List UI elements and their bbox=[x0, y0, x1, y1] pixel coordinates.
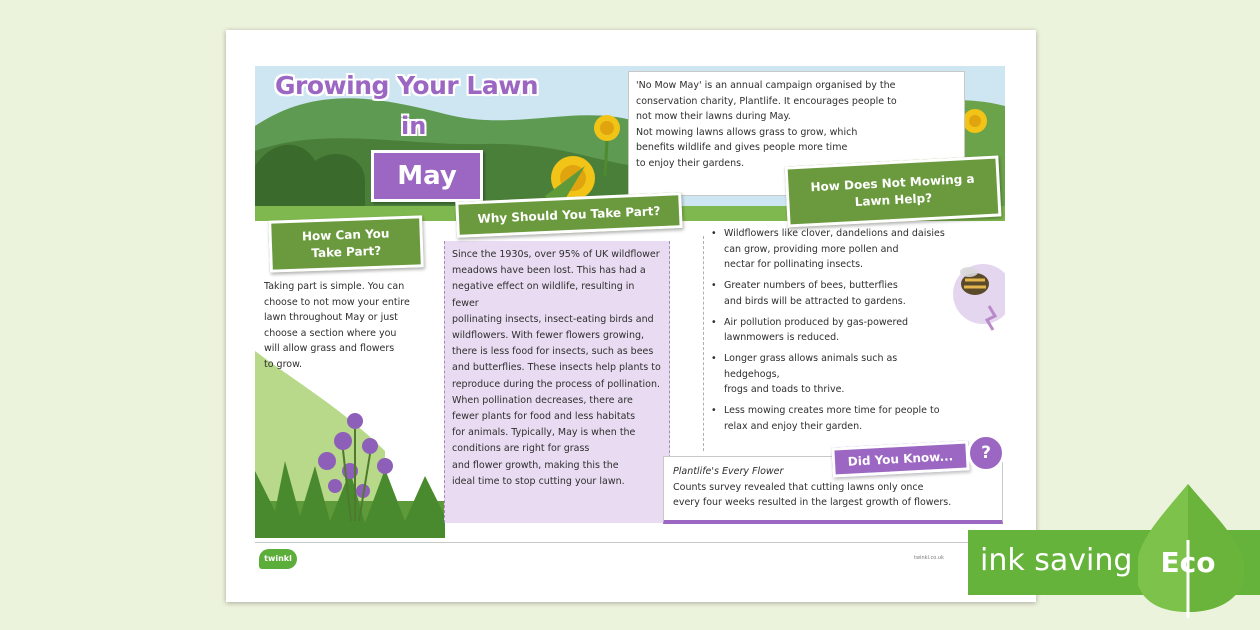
heading-line: Take Part? bbox=[311, 243, 382, 261]
intro-line: Not mowing lawns allows grass to grow, which bbox=[636, 126, 858, 138]
benefits-list bbox=[710, 226, 950, 439]
text-line: there is less food for insects, such as bees bbox=[452, 346, 654, 358]
fact-line: every four weeks resulted in the largest growth of flowers. bbox=[673, 497, 952, 508]
text-line: meadows have been lost. This has had a bbox=[452, 265, 646, 277]
heading-line: How Can You bbox=[301, 226, 390, 244]
text-line: fewer plants for food and less habitats bbox=[452, 411, 636, 423]
text-line: reproduce during the process of pollination. bbox=[452, 378, 661, 390]
intro-line: not mow their lawns during May. bbox=[636, 111, 791, 122]
take-part-text bbox=[264, 279, 434, 372]
why-take-part-box bbox=[444, 241, 670, 523]
fact-title: Plantlife's Every Flower bbox=[673, 466, 784, 477]
intro-line: to enjoy their gardens. bbox=[636, 157, 745, 169]
month-label: May bbox=[371, 150, 483, 202]
intro-line: benefits wildlife and gives people more time bbox=[636, 142, 848, 153]
text-line: and butterflies. These insects help plants to bbox=[452, 362, 661, 374]
poster-title-in: in bbox=[401, 112, 427, 140]
text-line: lawn throughout May or just bbox=[264, 312, 398, 323]
column-divider bbox=[703, 236, 704, 451]
text-line: choose a section where you bbox=[264, 327, 397, 339]
text-line: Taking part is simple. You can bbox=[264, 281, 405, 292]
list-item: • Longer grass allows animals such as hedgehogs, frogs and toads to thrive. bbox=[710, 351, 950, 398]
how-does-not-mowing-help-heading bbox=[785, 155, 1002, 227]
question-mark-icon: ? bbox=[967, 434, 1005, 472]
why-should-you-take-part-heading: Why Should You Take Part? bbox=[455, 192, 682, 238]
how-can-you-take-part-heading bbox=[268, 215, 424, 272]
text-line: ideal time to stop cutting your lawn. bbox=[452, 475, 625, 487]
ink-saving-label: ink saving bbox=[980, 543, 1133, 578]
heading-line: Lawn Help? bbox=[854, 190, 933, 209]
list-item: • Wildflowers like clover, dandelions and daisies can grow, providing more pollen and nectar for pollinating insects. bbox=[710, 226, 950, 273]
poster bbox=[255, 66, 1005, 538]
footer-divider bbox=[255, 542, 1005, 543]
list-item: • Air pollution produced by gas-powered lawnmowers is reduced. bbox=[710, 315, 950, 346]
text-line: and flower growth, making this the bbox=[452, 459, 619, 471]
heading-line: How Does Not Mowing a bbox=[810, 171, 975, 194]
text-line: wildflowers. With fewer flowers growing, bbox=[452, 330, 645, 342]
worksheet-page bbox=[226, 30, 1036, 602]
text-line: When pollination decreases, there are bbox=[452, 394, 633, 406]
fact-line: Counts survey revealed that cutting lawns only once bbox=[673, 481, 924, 493]
list-item: • Less mowing creates more time for people to relax and enjoy their garden. bbox=[710, 403, 950, 434]
poster-title: Growing Your Lawn bbox=[275, 71, 539, 100]
eco-label: Eco bbox=[1160, 546, 1216, 579]
list-item: • Greater numbers of bees, butterflies and birds will be attracted to gardens. bbox=[710, 278, 950, 309]
footer-url: twinkl.co.uk bbox=[914, 555, 944, 561]
text-line: Since the 1930s, over 95% of UK wildflower bbox=[452, 249, 660, 260]
text-line: conditions are right for grass bbox=[452, 443, 590, 455]
did-you-know-heading: Did You Know... bbox=[831, 440, 969, 477]
text-line: to grow. bbox=[264, 358, 303, 370]
text-line: pollinating insects, insect-eating birds and bbox=[452, 313, 654, 325]
text-line: choose to not mow your entire bbox=[264, 296, 410, 308]
twinkl-logo: twinkl bbox=[259, 549, 297, 569]
text-line: for animals. Typically, May is when the bbox=[452, 427, 636, 439]
text-line: will allow grass and flowers bbox=[264, 343, 395, 354]
lavender-plant-illustration bbox=[255, 351, 445, 538]
intro-line: 'No Mow May' is an annual campaign organised by the bbox=[636, 80, 896, 91]
intro-line: conservation charity, Plantlife. It encourages people to bbox=[636, 95, 897, 107]
text-line: negative effect on wildlife, resulting in fewer bbox=[452, 281, 635, 309]
bee-illustration bbox=[945, 256, 1005, 336]
page-footer bbox=[255, 538, 1005, 574]
eco-leaf-icon bbox=[1138, 480, 1250, 620]
